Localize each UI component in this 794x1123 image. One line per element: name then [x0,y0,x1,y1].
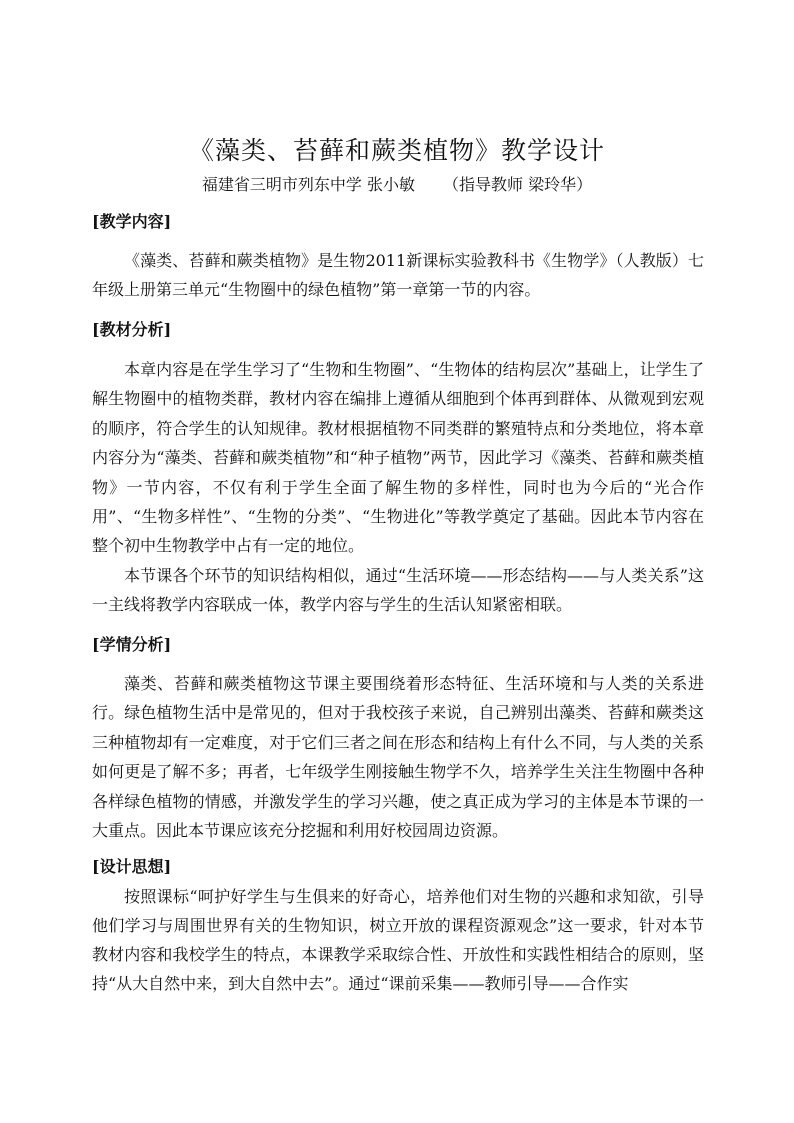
section-heading-student-analysis: [学情分析] [92,635,172,654]
author-line: 福建省三明市列东中学 张小敏 [201,175,415,194]
document-title: 《藻类、苔藓和蕨类植物》教学设计 [188,136,605,165]
section-heading-textbook-analysis: [教材分析] [92,320,172,339]
byline [0,173,794,197]
section-paragraph-teaching-content: 《藻类、苔藓和蕨类植物》是生物2011新课标实验教科书《生物学》（人教版）七年级上册第三单元“生物圈中的绿色植物”第一章第一节的内容。 [92,251,704,300]
section-heading-design-idea: [设计思想] [92,857,172,876]
advisor-line: （指导教师 梁玲华） [443,175,593,194]
section-paragraph-student-analysis: 藻类、苔藓和蕨类植物这节课主要围绕着形态特征、生活环境和与人类的关系进行。绿色植物生活中是常见的，但对于我校孩子来说，自己辨别出藻类、苔藓和蕨类这三种植物却有一定难度，对于它们三者之间在形态和结构上有什么不同，与人类的关系如何更是了解不多；再者，七年级学生刚接触生物学不久，培养学生关注生物圈中各种各样绿色植物的情感，并激发学生的学习兴趣，使之真正成为学习的主体是本节课的一大重点。因此本节课应该充分挖掘和利用好校园周边资源。 [92,674,704,841]
section-paragraph-textbook-analysis-1: 本章内容是在学生学习了“生物和生物圈”、“生物体的结构层次”基础上，让学生了解生物圈中的植物类群，教材内容在编排上遵循从细胞到个体再到群体、从微观到宏观的顺序，符合学生的认知规律。教材根据植物不同类群的繁殖特点和分类地位，将本章内容分为“藻类、苔藓和蕨类植物”和“种子植物”两节，因此学习《藻类、苔藓和蕨类植物》一节内容，不仅有利于学生全面了解生物的多样性，同时也为今后的“光合作用”、“生物多样性”、“生物的分类”、“生物进化”等教学奠定了基础。因此本节内容在整个初中生物教学中占有一定的地位。 [92,360,704,556]
section-paragraph-design-idea: 按照课标“呵护好学生与生俱来的好奇心，培养他们对生物的兴趣和求知欲，引导他们学习与周围世界有关的生物知识，树立开放的课程资源观念”这一要求，针对本节教材内容和我校学生的特点，本课教学采取综合性、开放性和实践性相结合的原则，坚持“从大自然中来，到大自然中去”。通过“课前采集——教师引导——合作实 [92,887,704,993]
section-heading-teaching-content: [教学内容] [92,212,172,231]
section-paragraph-textbook-analysis-2: 本节课各个环节的知识结构相似，通过“生活环境——形态结构——与人类关系”这一主线将教学内容联成一体，教学内容与学生的生活认知紧密相联。 [92,566,704,615]
